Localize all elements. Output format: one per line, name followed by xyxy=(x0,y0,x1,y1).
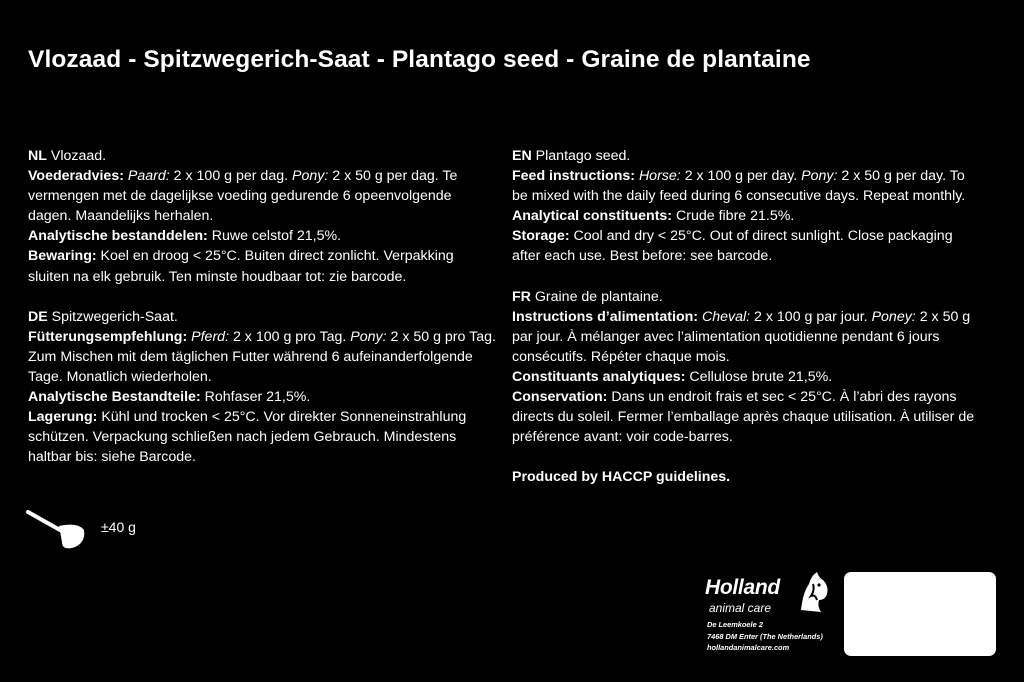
column-right xyxy=(512,146,982,507)
website-link[interactable]: hollandanimalcare.com xyxy=(707,643,790,652)
brand-logo xyxy=(705,570,830,620)
analysis-text-en: Crude fibre 21.5%. xyxy=(676,208,795,225)
feed-animal1-fr: Cheval: xyxy=(701,308,751,325)
product-name-en: Plantago seed. xyxy=(535,148,631,164)
feed-label-de: Fütterungsempfehlung: xyxy=(28,328,188,345)
product-name-nl: Vlozaad. xyxy=(50,148,107,164)
feed-dose2-fr: 2 x 50 g par jour. À mélanger avec l’alimentation quotidienne pendant 6 jours consécutifs. Répéter chaque mois. xyxy=(512,308,971,365)
storage-text-de: Kühl und trocken < 25°C. Vor direkter Sonneneinstrahlung schützen. Verpackung schließen nach jedem Gebrauch. Mindestens haltbar bis: siehe Barcode. xyxy=(28,409,467,466)
section-fr xyxy=(512,287,982,448)
feed-dose1-en: 2 x 100 g per day. xyxy=(684,168,798,185)
analysis-text-fr: Cellulose brute 21,5%. xyxy=(689,368,833,385)
lang-code-en: EN xyxy=(512,148,532,164)
storage-text-en: Cool and dry < 25°C. Out of direct sunlight. Close packaging after each use. Best before: see barcode. xyxy=(512,228,953,265)
analysis-label-nl: Analytische bestanddelen: xyxy=(28,228,208,245)
analysis-text-nl: Ruwe celstof 21,5%. xyxy=(211,228,342,245)
analysis-text-de: Rohfaser 21,5%. xyxy=(204,389,311,406)
lang-code-de: DE xyxy=(28,308,48,325)
section-nl xyxy=(28,146,498,287)
feed-label-en: Feed instructions: xyxy=(512,168,635,185)
lang-code-nl: NL xyxy=(28,148,47,164)
company-address xyxy=(707,619,823,654)
page-title: Vlozaad - Spitzwegerich-Saat - Plantago seed - Graine de plantaine xyxy=(28,46,811,73)
barcode-area xyxy=(844,572,996,656)
feed-label-nl: Voederadvies: xyxy=(28,168,124,185)
measuring-scoop-icon xyxy=(26,504,88,552)
brand-name: Holland xyxy=(705,576,780,599)
section-de xyxy=(28,307,498,468)
feed-dose2-nl: 2 x 50 g per dag. Te vermengen met de dagelijkse voeding gedurende 6 opeenvolgende dagen. Maandelijks herhalen. xyxy=(28,168,458,225)
storage-label-de: Lagerung: xyxy=(28,409,98,426)
feed-dose2-en: 2 x 50 g per day. To be mixed with the daily feed during 6 consecutive days. Repeat monthly. xyxy=(512,168,966,205)
product-name-de: Spitzwegerich-Saat. xyxy=(51,308,178,325)
feed-animal2-en: Pony: xyxy=(801,168,838,185)
brand-subtitle: animal care xyxy=(709,601,772,615)
analysis-label-en: Analytical constituents: xyxy=(512,208,673,225)
column-left xyxy=(28,146,498,487)
product-name-fr: Graine de plantaine. xyxy=(534,288,663,305)
analysis-label-de: Analytische Bestandteile: xyxy=(28,389,201,406)
address-line-2: 7468 DM Enter (The Netherlands) xyxy=(707,631,823,641)
analysis-label-fr: Constituants analytiques: xyxy=(512,368,686,385)
storage-label-nl: Bewaring: xyxy=(28,248,97,265)
feed-dose1-fr: 2 x 100 g par jour. xyxy=(754,308,868,325)
feed-dose1-de: 2 x 100 g pro Tag. xyxy=(232,328,347,345)
storage-label-fr: Conservation: xyxy=(512,389,608,406)
haccp-statement: Produced by HACCP guidelines. xyxy=(512,469,731,486)
feed-dose1-nl: 2 x 100 g per dag. xyxy=(173,168,289,185)
storage-text-fr: Dans un endroit frais et sec < 25°C. À l’abri des rayons directs du soleil. Fermer l’emballage après chaque utilisation. À utiliser de préférence avant: voir code-barres. xyxy=(512,389,975,446)
lang-code-fr: FR xyxy=(512,288,531,305)
feed-animal2-nl: Pony: xyxy=(292,168,329,185)
feed-animal1-en: Horse: xyxy=(638,168,681,185)
storage-label-en: Storage: xyxy=(512,228,570,245)
feed-animal2-de: Pony: xyxy=(350,328,387,345)
storage-text-nl: Koel en droog < 25°C. Buiten direct zonlicht. Verpakking sluiten na elk gebruik. Ten minste houdbaar tot: zie barcode. xyxy=(28,248,454,285)
address-line-1: De Leemkoele 2 xyxy=(707,620,763,629)
feed-animal1-de: Pferd: xyxy=(191,328,230,345)
feed-animal1-nl: Paard: xyxy=(127,168,170,185)
feed-animal2-fr: Poney: xyxy=(871,308,916,325)
section-en xyxy=(512,146,982,267)
horse-dog-logo-icon xyxy=(797,570,831,614)
feed-label-fr: Instructions d’alimentation: xyxy=(512,308,699,325)
feed-dose2-de: 2 x 50 g pro Tag. Zum Mischen mit dem täglichen Futter während 6 aufeinanderfolgende Tage. Monatlich wiederholen. xyxy=(28,328,496,385)
scoop-weight-label: ±40 g xyxy=(101,519,136,535)
